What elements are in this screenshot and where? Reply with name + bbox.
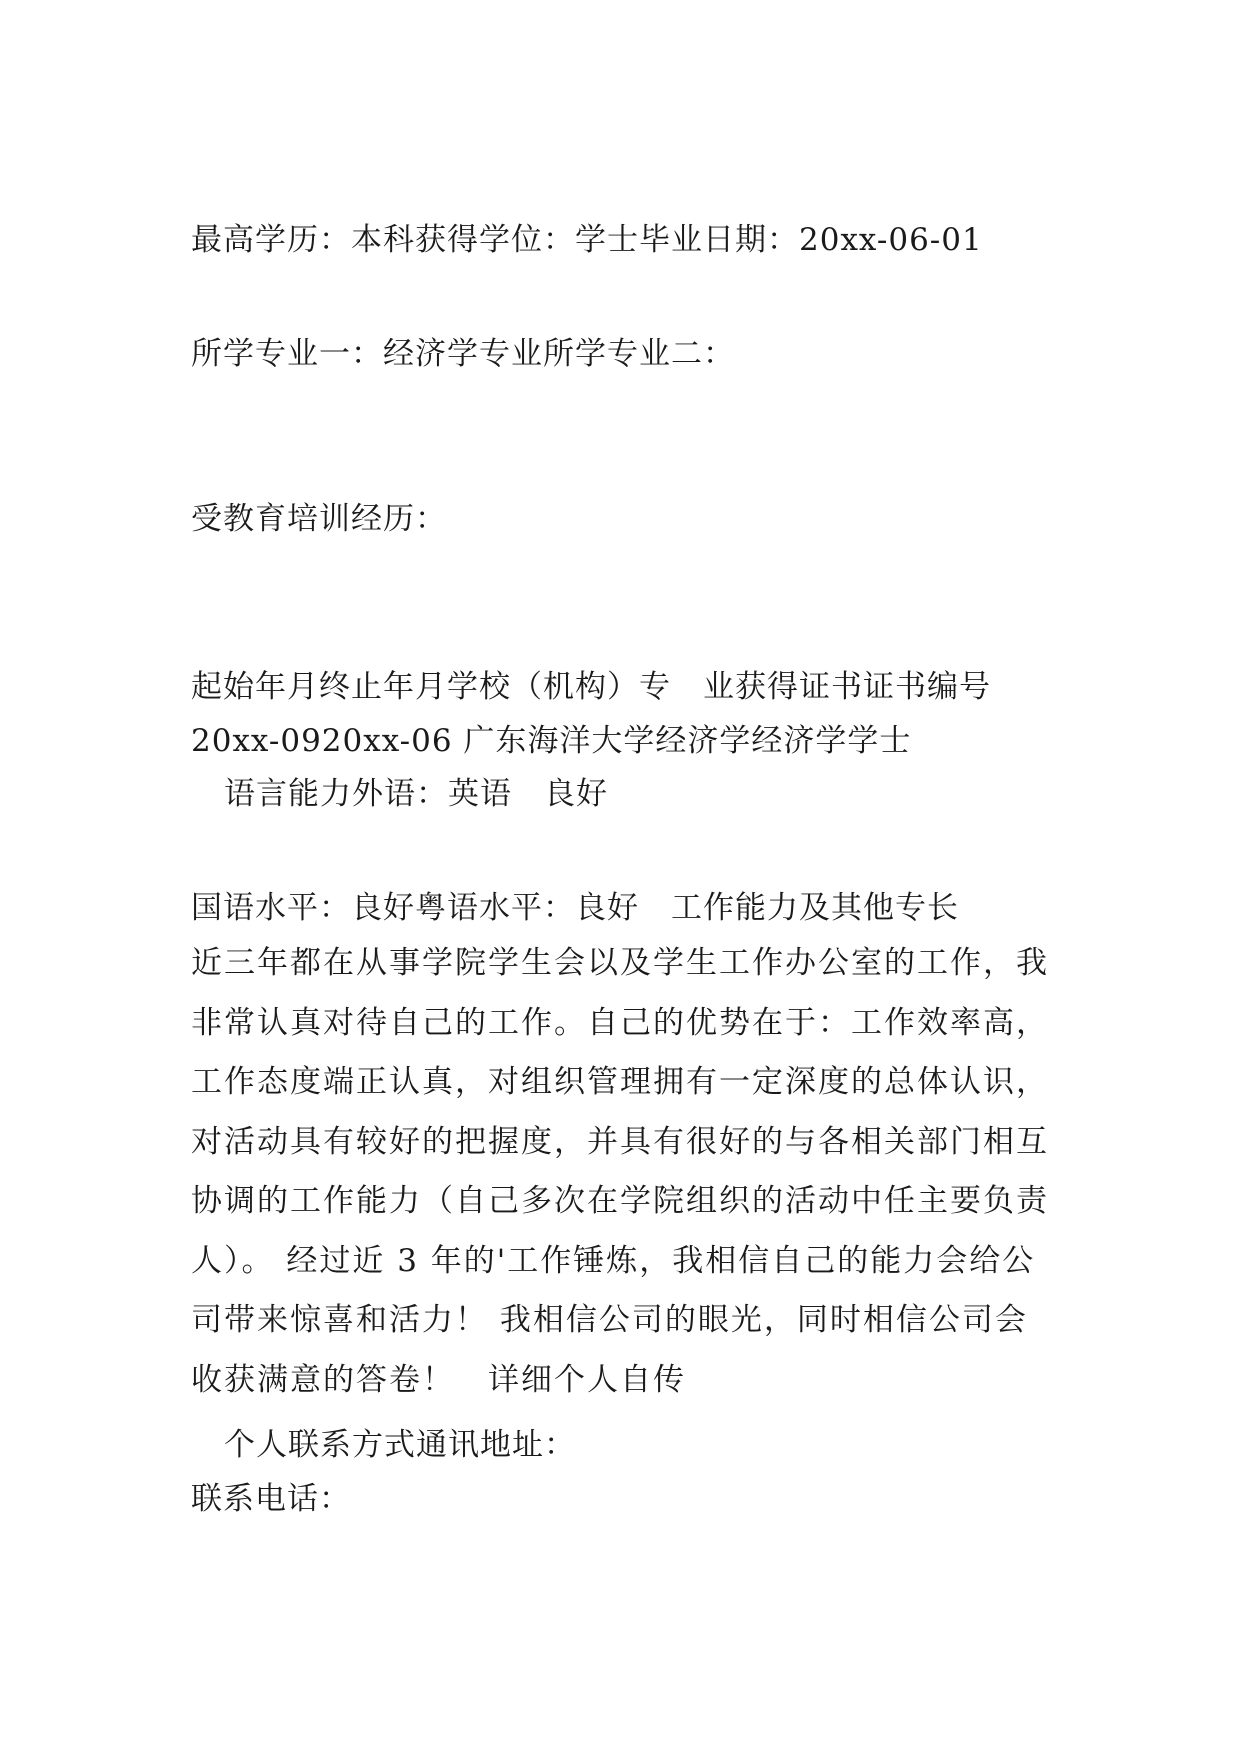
self-assessment-line: 工作态度端正认真，对组织管理拥有一定深度的总体认识， (191, 1064, 1049, 1100)
major-line: 所学专业一：经济学专业所学专业二： (191, 336, 735, 372)
contact-heading-line: 个人联系方式通讯地址： (224, 1427, 576, 1463)
phone-line: 联系电话： (191, 1481, 351, 1517)
self-assessment-line: 对活动具有较好的把握度，并具有很好的与各相关部门相互 (191, 1123, 1049, 1160)
dialect-line: 国语水平：良好粤语水平：良好 工作能力及其他专长 (191, 890, 959, 926)
self-assessment-paragraph (191, 934, 1071, 1410)
self-assessment-line: 司带来惊喜和活力！ 我相信公司的眼光，同时相信公司会 (191, 1302, 1028, 1338)
self-assessment-line: 非常认真对待自己的工作。自己的优势在于：工作效率高， (191, 1004, 1049, 1041)
language-ability-line: 语言能力外语：英语 良好 (224, 776, 608, 812)
self-assessment-line: 人）。 经过近 3 年的'工作锤炼，我相信自己的能力会给公 (191, 1242, 1036, 1279)
self-assessment-line: 近三年都在从事学院学生会以及学生工作办公室的工作，我 (191, 945, 1049, 981)
self-assessment-line: 协调的工作能力（自己多次在学院组织的活动中任主要负责 (191, 1183, 1049, 1219)
highest-education-line: 最高学历：本科获得学位：学士毕业日期：20xx-06-01 (191, 222, 983, 258)
training-entry: 20xx-0920xx-06 广东海洋大学经济学经济学学士 (191, 723, 912, 759)
training-heading: 受教育培训经历： (191, 501, 447, 537)
self-assessment-line: 收获满意的答卷！ 详细个人自传 (191, 1361, 686, 1398)
training-table-header: 起始年月终止年月学校（机构）专 业获得证书证书编号 (191, 669, 991, 705)
